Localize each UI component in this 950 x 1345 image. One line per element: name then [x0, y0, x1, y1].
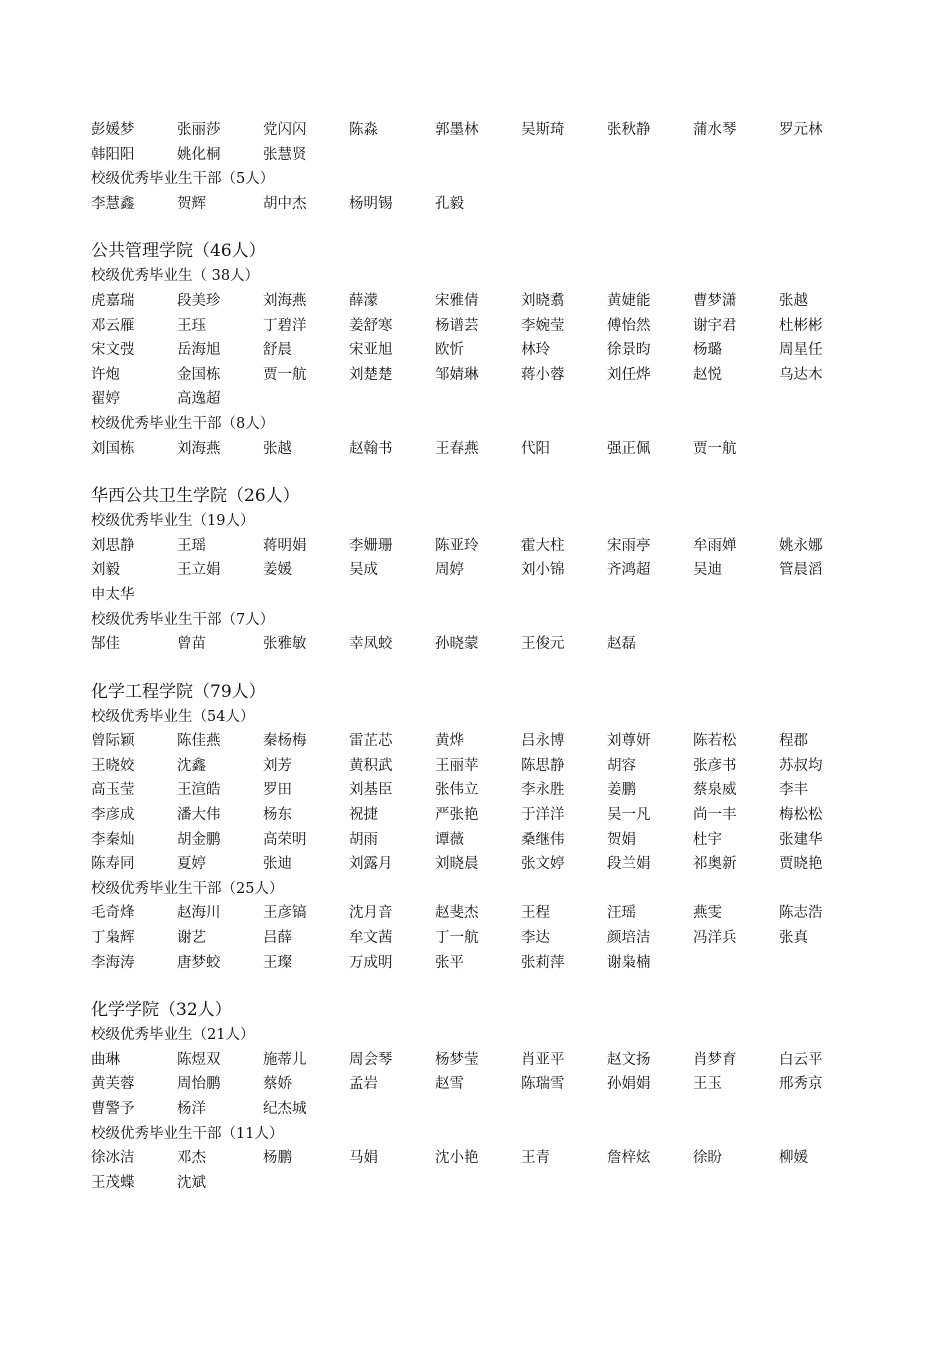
student-name: 汪瑶: [607, 905, 636, 922]
student-name: 王璨: [263, 954, 292, 971]
student-name: 姜鹏: [607, 782, 636, 799]
student-name: 王青: [521, 1150, 550, 1167]
student-name: 桑继伟: [521, 831, 565, 848]
student-name: 胡中杰: [263, 195, 307, 212]
student-name: 刘露月: [349, 856, 393, 873]
student-name: 毛奇烽: [91, 905, 135, 922]
student-name: 王立娟: [177, 562, 221, 579]
name-list: [91, 901, 865, 975]
student-name: 陈瑞雪: [521, 1076, 565, 1093]
student-name: 赵海川: [177, 905, 221, 922]
student-name: 张雅敏: [263, 636, 307, 653]
college-section: [91, 679, 871, 976]
college-title: 华西公共卫生学院（26人）: [91, 486, 300, 507]
student-name: 纪杰城: [263, 1101, 307, 1117]
name-list: [91, 1048, 865, 1122]
student-name: 王茂蝶: [91, 1174, 135, 1191]
student-name: 金国栋: [177, 366, 221, 383]
student-name: 张伟立: [435, 782, 479, 799]
name-list: [91, 118, 865, 167]
college-title: 公共管理学院（46人）: [91, 241, 266, 262]
student-name: 王程: [521, 905, 550, 922]
student-name: 姚化桐: [177, 146, 221, 163]
student-name: 刘晓翥: [521, 292, 565, 309]
student-name: 祝捷: [349, 807, 378, 824]
student-name: 赵磊: [607, 636, 636, 653]
student-name: 杨鹏: [263, 1150, 292, 1167]
student-name: 邓杰: [177, 1150, 206, 1167]
award-group-title: 校级优秀毕业生干部（11人）: [91, 1125, 284, 1142]
student-name: 翟婷: [91, 391, 120, 408]
student-name: 贾晓艳: [779, 856, 823, 873]
student-name: 周怡鹏: [177, 1076, 221, 1093]
student-name: 贺辉: [177, 195, 206, 212]
student-name: 赵雪: [435, 1076, 464, 1093]
student-name: 周会琴: [349, 1051, 393, 1068]
student-name: 唐梦蛟: [177, 954, 221, 971]
college-title: 化学工程学院（79人）: [91, 681, 266, 702]
student-name: 张越: [779, 292, 808, 309]
student-name: 段兰娟: [607, 856, 651, 873]
name-list: [91, 192, 865, 217]
award-list-document: [91, 118, 871, 1195]
student-name: 马娟: [349, 1150, 378, 1167]
student-name: 张丽莎: [177, 122, 221, 138]
student-name: 秦杨梅: [263, 733, 307, 750]
student-name: 王珏: [177, 317, 206, 334]
award-group-title: 校级优秀毕业生（ 38人）: [91, 268, 260, 285]
student-name: 牟文茜: [349, 930, 393, 947]
student-name: 杨璐: [693, 342, 722, 359]
student-name: 彭媛梦: [91, 122, 135, 138]
college-title: 化学学院（32人）: [91, 1000, 232, 1021]
student-name: 曹梦潇: [693, 292, 737, 309]
student-name: 谭薇: [435, 831, 464, 848]
student-name: 李彦成: [91, 807, 135, 824]
student-name: 苏叔均: [779, 757, 823, 774]
student-name: 曾苗: [177, 636, 206, 653]
student-name: 刘毅: [91, 562, 120, 579]
student-name: 严张艳: [435, 807, 479, 824]
student-name: 李达: [521, 930, 550, 947]
student-name: 郭墨林: [435, 122, 479, 138]
name-list: [91, 632, 865, 657]
student-name: 张迪: [263, 856, 292, 873]
student-name: 赵翰书: [349, 440, 393, 457]
student-name: 郜佳: [91, 636, 120, 653]
student-name: 王玉: [693, 1076, 722, 1093]
student-name: 刘任烨: [607, 366, 651, 383]
student-name: 韩阳阳: [91, 146, 135, 163]
name-list: [91, 1146, 865, 1195]
student-name: 颜培洁: [607, 930, 651, 947]
student-name: 潘大伟: [177, 807, 221, 824]
student-name: 刘楚楚: [349, 366, 393, 383]
student-name: 邹婧琳: [435, 366, 479, 383]
award-group-title: 校级优秀毕业生（21人）: [91, 1027, 255, 1044]
student-name: 贾一航: [693, 440, 737, 457]
student-name: 张莉萍: [521, 954, 565, 971]
student-name: 张平: [435, 954, 464, 971]
student-name: 乌达木: [779, 366, 823, 383]
student-name: 陈佳燕: [177, 733, 221, 750]
student-name: 王春燕: [435, 440, 479, 457]
student-name: 王丽苹: [435, 757, 479, 774]
student-name: 孟岩: [349, 1076, 378, 1093]
student-name: 孙娟娟: [607, 1076, 651, 1093]
student-name: 欧忻: [435, 342, 464, 359]
student-name: 齐鸿超: [607, 562, 651, 579]
student-name: 黄婕能: [607, 292, 651, 309]
student-name: 张真: [779, 930, 808, 947]
student-name: 曾际颖: [91, 733, 135, 750]
student-name: 李海涛: [91, 954, 135, 971]
student-name: 雷芷芯: [349, 733, 393, 750]
student-name: 幸凤蛟: [349, 636, 393, 653]
student-name: 党闪闪: [263, 122, 307, 138]
student-name: 吴成: [349, 562, 378, 579]
award-group-title: 校级优秀毕业生（54人）: [91, 708, 255, 725]
student-name: 吴一凡: [607, 807, 651, 824]
award-group-title: 校级优秀毕业生干部（5人）: [91, 171, 275, 188]
student-name: 杨明锡: [349, 195, 393, 212]
student-name: 罗元林: [779, 122, 823, 138]
student-name: 贾一航: [263, 366, 307, 383]
student-name: 高荣明: [263, 831, 307, 848]
student-name: 李婉莹: [521, 317, 565, 334]
student-name: 王俊元: [521, 636, 565, 653]
student-name: 李慧鑫: [91, 195, 135, 212]
student-name: 蒲水琴: [693, 122, 737, 138]
student-name: 詹梓炫: [607, 1150, 651, 1167]
student-name: 舒晨: [263, 342, 292, 359]
student-name: 施蒂儿: [263, 1051, 307, 1068]
student-name: 沈鑫: [177, 757, 206, 774]
student-name: 谢艺: [177, 930, 206, 947]
student-name: 申太华: [91, 586, 135, 603]
student-name: 刘思静: [91, 537, 135, 554]
student-name: 宋雅倩: [435, 292, 479, 309]
student-name: 周婷: [435, 562, 464, 579]
student-name: 杨谱芸: [435, 317, 479, 334]
student-name: 沈小艳: [435, 1150, 479, 1167]
student-name: 刘国栋: [91, 440, 135, 457]
student-name: 程郡: [779, 733, 808, 750]
student-name: 张文婷: [521, 856, 565, 873]
student-name: 杨梦莹: [435, 1051, 479, 1068]
student-name: 曲琳: [91, 1051, 120, 1068]
student-name: 岳海旭: [177, 342, 221, 359]
student-name: 柳媛: [779, 1150, 808, 1167]
student-name: 燕雯: [693, 905, 722, 922]
student-name: 赵斐杰: [435, 905, 479, 922]
student-name: 肖亚平: [521, 1051, 565, 1068]
student-name: 宋亚旭: [349, 342, 393, 359]
student-name: 蒋明娟: [263, 537, 307, 554]
student-name: 王晓姣: [91, 757, 135, 774]
college-section: [91, 483, 871, 657]
student-name: 宋雨亭: [607, 537, 651, 554]
student-name: 谢枭楠: [607, 954, 651, 971]
student-name: 赵文扬: [607, 1051, 651, 1068]
college-section: [91, 238, 871, 461]
student-name: 姚永娜: [779, 537, 823, 554]
name-list: [91, 289, 865, 412]
student-name: 吴迪: [693, 562, 722, 579]
student-name: 杨东: [263, 807, 292, 824]
student-name: 张建华: [779, 831, 823, 848]
student-name: 陈淼: [349, 122, 378, 138]
student-name: 沈斌: [177, 1174, 206, 1191]
student-name: 邓云雁: [91, 317, 135, 334]
student-name: 薛濛: [349, 292, 378, 309]
student-name: 管晨滔: [779, 562, 823, 579]
student-name: 杜彬彬: [779, 317, 823, 334]
student-name: 黄烨: [435, 733, 464, 750]
student-name: 胡雨: [349, 831, 378, 848]
student-name: 姜舒寒: [349, 317, 393, 334]
student-name: 李姗珊: [349, 537, 393, 554]
student-name: 徐冰洁: [91, 1150, 135, 1167]
student-name: 吕薛: [263, 930, 292, 947]
student-name: 杨洋: [177, 1101, 206, 1117]
student-name: 徐盼: [693, 1150, 722, 1167]
student-name: 贺娟: [607, 831, 636, 848]
student-name: 胡容: [607, 757, 636, 774]
student-name: 李丰: [779, 782, 808, 799]
student-name: 徐景昀: [607, 342, 651, 359]
student-name: 吕永博: [521, 733, 565, 750]
student-name: 刘晓晨: [435, 856, 479, 873]
student-name: 邢秀京: [779, 1076, 823, 1093]
student-name: 宋文弢: [91, 342, 135, 359]
student-name: 夏婷: [177, 856, 206, 873]
student-name: 祁奥新: [693, 856, 737, 873]
student-name: 王渲皓: [177, 782, 221, 799]
student-name: 高逸超: [177, 391, 221, 408]
student-name: 万成明: [349, 954, 393, 971]
student-name: 胡金鹏: [177, 831, 221, 848]
student-name: 牟雨婵: [693, 537, 737, 554]
student-name: 丁枭辉: [91, 930, 135, 947]
student-name: 刘尊妍: [607, 733, 651, 750]
student-name: 李永胜: [521, 782, 565, 799]
student-name: 谢宇君: [693, 317, 737, 334]
student-name: 张秋静: [607, 122, 651, 138]
student-name: 张彦书: [693, 757, 737, 774]
student-name: 孙晓蒙: [435, 636, 479, 653]
student-name: 沈月音: [349, 905, 393, 922]
student-name: 梅松松: [779, 807, 823, 824]
student-name: 刘基臣: [349, 782, 393, 799]
award-group-title: 校级优秀毕业生干部（8人）: [91, 415, 275, 432]
student-name: 曹警予: [91, 1101, 135, 1117]
student-name: 陈若松: [693, 733, 737, 750]
student-name: 王彦镐: [263, 905, 307, 922]
student-name: 黄芙蓉: [91, 1076, 135, 1093]
student-name: 代阳: [521, 440, 550, 457]
student-name: 孔毅: [435, 195, 464, 212]
student-name: 姜媛: [263, 562, 292, 579]
student-name: 冯洋兵: [693, 930, 737, 947]
student-name: 周星任: [779, 342, 823, 359]
award-group-title: 校级优秀毕业生干部（7人）: [91, 611, 275, 628]
student-name: 刘海燕: [263, 292, 307, 309]
student-name: 刘芳: [263, 757, 292, 774]
student-name: 丁碧洋: [263, 317, 307, 334]
student-name: 丁一航: [435, 930, 479, 947]
student-name: 张慧贤: [263, 146, 307, 163]
student-name: 张越: [263, 440, 292, 457]
student-name: 霍大柱: [521, 537, 565, 554]
student-name: 杜宇: [693, 831, 722, 848]
student-name: 于洋洋: [521, 807, 565, 824]
student-name: 蔡娇: [263, 1076, 292, 1093]
name-list: [91, 437, 865, 462]
student-name: 虎嘉瑞: [91, 292, 135, 309]
student-name: 林玲: [521, 342, 550, 359]
student-name: 蒋小蓉: [521, 366, 565, 383]
name-list: [91, 534, 865, 608]
student-name: 黄积武: [349, 757, 393, 774]
college-section: [91, 118, 871, 216]
award-group-title: 校级优秀毕业生（19人）: [91, 513, 255, 530]
student-name: 陈煜双: [177, 1051, 221, 1068]
student-name: 许炮: [91, 366, 120, 383]
student-name: 高玉莹: [91, 782, 135, 799]
student-name: 尚一丰: [693, 807, 737, 824]
student-name: 刘小锦: [521, 562, 565, 579]
student-name: 白云平: [779, 1051, 823, 1068]
student-name: 强正佩: [607, 440, 651, 457]
student-name: 肖梦育: [693, 1051, 737, 1068]
student-name: 陈思静: [521, 757, 565, 774]
student-name: 吴斯琦: [521, 122, 565, 138]
student-name: 罗田: [263, 782, 292, 799]
student-name: 赵悦: [693, 366, 722, 383]
college-section: [91, 997, 871, 1195]
student-name: 李秦灿: [91, 831, 135, 848]
student-name: 王瑶: [177, 537, 206, 554]
award-group-title: 校级优秀毕业生干部（25人）: [91, 880, 284, 897]
student-name: 刘海燕: [177, 440, 221, 457]
student-name: 陈寿同: [91, 856, 135, 873]
student-name: 陈志浩: [779, 905, 823, 922]
name-list: [91, 729, 865, 877]
student-name: 傅怡然: [607, 317, 651, 334]
student-name: 段美珍: [177, 292, 221, 309]
student-name: 蔡泉威: [693, 782, 737, 799]
student-name: 陈亚玲: [435, 537, 479, 554]
